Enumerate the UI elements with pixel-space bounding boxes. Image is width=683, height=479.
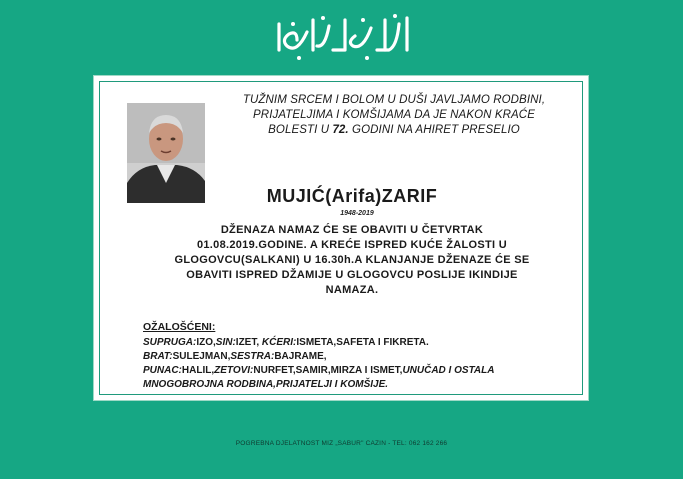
intro-line-2: PRIJATELJIMA I KOMŠIJAMA DA JE NAKON KRAĆE bbox=[253, 109, 535, 121]
deceased-years: 1948-2019 bbox=[340, 210, 374, 217]
mourners-list bbox=[143, 336, 563, 392]
funeral-line-1: DŽENAZA NAMAZ ĆE SE OBAVITI U ČETVRTAK bbox=[220, 224, 484, 236]
mourners-title: OŽALOŠĆENI: bbox=[143, 321, 216, 333]
obituary-card bbox=[94, 76, 588, 400]
arabic-calligraphy-heading bbox=[0, 8, 683, 66]
funeral-line-5: NAMAZA. bbox=[325, 284, 379, 296]
announcement-text bbox=[209, 93, 579, 138]
funeral-line-4: OBAVITI ISPRED DŽAMIJE U GLOGOVCU POSLIJE IKINDIJE bbox=[186, 269, 518, 281]
funeral-line-2: 01.08.2019.GODINE. A KREĆE ISPRED KUĆE ŽALOSTI U bbox=[196, 239, 508, 251]
deceased-photo bbox=[127, 103, 205, 203]
mourners-line-3: PUNAC:HALIL,ZETOVI:NURFET,SAMIR,MIRZA I ISMET,UNUČAD I OSTALA bbox=[143, 365, 495, 376]
funeral-details bbox=[137, 223, 567, 298]
deceased-name: MUJIĆ(Arifa)ZARIF bbox=[266, 186, 438, 206]
calligraphy-logo bbox=[267, 10, 417, 64]
mourners-line-1: SUPRUGA:IZO,SIN:IZET, KĆERI:ISMETA,SAFETA I FIKRETA. bbox=[143, 337, 429, 348]
mourners-line-2: BRAT:SULEJMAN,SESTRA:BAJRAME, bbox=[143, 351, 327, 362]
footer-funeral-service: POGREBNA DJELATNOST MIZ „SABUR" CAZIN - TEL: 062 162 266 bbox=[235, 440, 448, 447]
mourners-line-4: MNOGOBROJNA RODBINA,PRIJATELJI I KOMŠIJE. bbox=[143, 379, 389, 390]
intro-line-1: TUŽNIM SRCEM I BOLOM U DUŠI JAVLJAMO RODBINI, bbox=[242, 94, 546, 106]
funeral-line-3: GLOGOVCU(SALKANI) U 16.30h.A KLANJANJE DŽENAZE ĆE SE bbox=[174, 254, 530, 266]
age: 72. bbox=[332, 124, 349, 136]
intro-line-3: BOLESTI U 72. GODINI NA AHIRET PRESELIO bbox=[268, 124, 520, 136]
